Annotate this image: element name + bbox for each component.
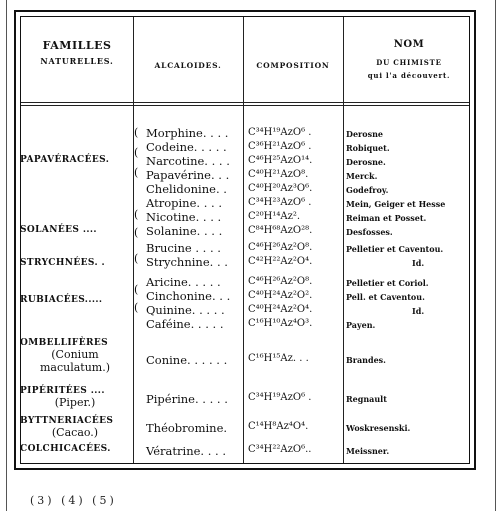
chemist-name: Desfosses.	[346, 227, 393, 237]
chemist-name: Pell. et Caventou.	[346, 292, 425, 302]
alkaloid-table	[14, 10, 476, 470]
header-rule	[21, 105, 469, 106]
chemist-name: Pelletier et Coriol.	[346, 278, 429, 288]
chemist-name: Derosne	[346, 129, 383, 139]
chemist-name: Id.	[412, 306, 425, 316]
composition-formula: C³⁶H²¹AzO⁶ .	[248, 141, 312, 152]
brace: (	[134, 283, 139, 296]
header-familles-line1: FAMILLES	[42, 39, 112, 52]
header-composition: COMPOSITION	[256, 61, 330, 70]
family-colchicacees: COLCHICACÉES.	[20, 444, 111, 454]
alkaloid-name: Nicotine. . . .	[146, 210, 222, 224]
chemist-name: Brandes.	[346, 355, 386, 365]
chemist-name: Merck.	[346, 171, 378, 181]
alkaloid-name: Cinchonine. . .	[146, 289, 231, 303]
chemist-name: Robiquet.	[346, 143, 390, 153]
composition-formula: C⁴⁶H²⁵AzO¹⁴.	[248, 155, 313, 166]
header-familles	[21, 39, 133, 66]
alkaloid-name: Narcotine. . . .	[146, 154, 230, 168]
composition-formula: C⁴⁶H²⁶Az²O⁸.	[248, 276, 313, 287]
family-strychnees: STRYCHNÉES. .	[20, 258, 106, 268]
family-piperitees-sub: (Piper.)	[54, 396, 96, 409]
chemist-name: Mein, Geiger et Hesse	[346, 199, 446, 209]
brace: (	[134, 208, 139, 221]
chemist-name: Meissner.	[346, 446, 390, 456]
composition-formula: C¹⁴H⁸Az⁴O⁴.	[248, 421, 309, 432]
composition-formula: C⁴²H²²Az²O⁴.	[248, 256, 313, 267]
composition-formula: C¹⁶H¹⁵Az. . .	[248, 353, 309, 364]
footer-numbers: (3) (4) (5)	[30, 494, 117, 507]
family-byttneriacees	[20, 416, 146, 439]
composition-formula: C⁴⁰H²⁴Az²O².	[248, 290, 313, 301]
header-nom-line3: qui l'a découvert.	[367, 71, 451, 80]
composition-formula: C⁴⁰H²⁴Az²O⁴.	[248, 304, 313, 315]
page-edge-left	[6, 0, 7, 511]
alkaloid-name: Conine. . . . . .	[146, 353, 228, 367]
alkaloid-name: Pipérine. . . . .	[146, 392, 228, 406]
alkaloid-name: Solanine. . . .	[146, 224, 223, 238]
alkaloid-name: Aricine. . . . .	[146, 275, 221, 289]
family-ombelliferes-name: OMBELLIFÈRES	[20, 338, 109, 348]
composition-formula: C⁴⁶H²⁶Az²O⁸.	[248, 242, 313, 253]
alkaloid-name: Codeine. . . . .	[146, 140, 227, 154]
brace: (	[134, 126, 139, 139]
brace: (	[134, 166, 139, 179]
header-alcaloides: ALCALOIDES.	[154, 61, 222, 70]
composition-formula: C³⁴H²²AzO⁶..	[248, 444, 312, 455]
family-solanees: SOLANÉES ....	[20, 225, 97, 235]
alkaloid-name: Chelidonine. .	[146, 182, 227, 196]
header-nom-line2: DU CHIMISTE	[376, 58, 442, 67]
brace: (	[134, 226, 139, 239]
brace: (	[134, 301, 139, 314]
chemist-name: Payen.	[346, 320, 376, 330]
chemist-name: Pelletier et Caventou.	[346, 244, 444, 254]
alkaloid-name: Quinine. . . . .	[146, 303, 225, 317]
chemist-name: Regnault	[346, 394, 387, 404]
chemist-name: Id.	[412, 258, 425, 268]
alkaloid-name: Papavérine. . .	[146, 168, 230, 182]
family-piperitees	[20, 386, 146, 409]
composition-formula: C³⁴H²³AzO⁶ .	[248, 197, 312, 208]
family-byttneriacees-sub: (Cacao.)	[51, 426, 99, 439]
chemist-name: Woskresenski.	[346, 423, 411, 433]
alkaloid-name: Morphine. . . .	[146, 126, 229, 140]
family-rubiacees: RUBIACÉES.....	[20, 295, 103, 305]
alkaloid-name: Vératrine. . . .	[146, 444, 227, 458]
family-papaveracees: PAPAVÉRACÉES.	[20, 155, 110, 165]
alkaloid-name: Atropine. . . .	[146, 196, 222, 210]
family-ombelliferes	[20, 338, 146, 374]
composition-formula: C³⁴H¹⁹AzO⁶ .	[248, 392, 312, 403]
alkaloid-name: Caféine. . . . .	[146, 317, 224, 331]
header-familles-line2: NATURELLES.	[40, 56, 114, 66]
composition-formula: C¹⁶H¹⁰Az⁴O³.	[248, 318, 313, 329]
composition-formula: C⁴⁰H²⁰Az³O⁶.	[248, 183, 313, 194]
brace: (	[134, 146, 139, 159]
header-rule	[21, 102, 469, 103]
page-edge-right	[495, 0, 496, 511]
composition-formula: C²⁰H¹⁴Az².	[248, 211, 301, 222]
brace: (	[134, 252, 139, 265]
composition-formula: C⁴⁰H²¹AzO⁸.	[248, 169, 309, 180]
family-ombelliferes-sub: (Conium maculatum.)	[39, 348, 111, 374]
header-nom-line1: NOM	[393, 39, 425, 50]
family-piperitees-name: PIPÉRITÉES ....	[20, 386, 105, 396]
header-nom	[343, 39, 475, 80]
chemist-name: Godefroy.	[346, 185, 389, 195]
composition-formula: C⁸⁴H⁶⁸AzO²⁸.	[248, 225, 313, 236]
alkaloid-name: Strychnine. . .	[146, 255, 228, 269]
alkaloid-name: Brucine . . . .	[146, 241, 221, 255]
chemist-name: Derosne.	[346, 157, 386, 167]
chemist-name: Reiman et Posset.	[346, 213, 427, 223]
composition-formula: C³⁴H¹⁹AzO⁶ .	[248, 127, 312, 138]
family-byttneriacees-name: BYTTNERIACÉES	[20, 416, 114, 426]
alkaloid-name: Théobromine.	[146, 421, 228, 435]
